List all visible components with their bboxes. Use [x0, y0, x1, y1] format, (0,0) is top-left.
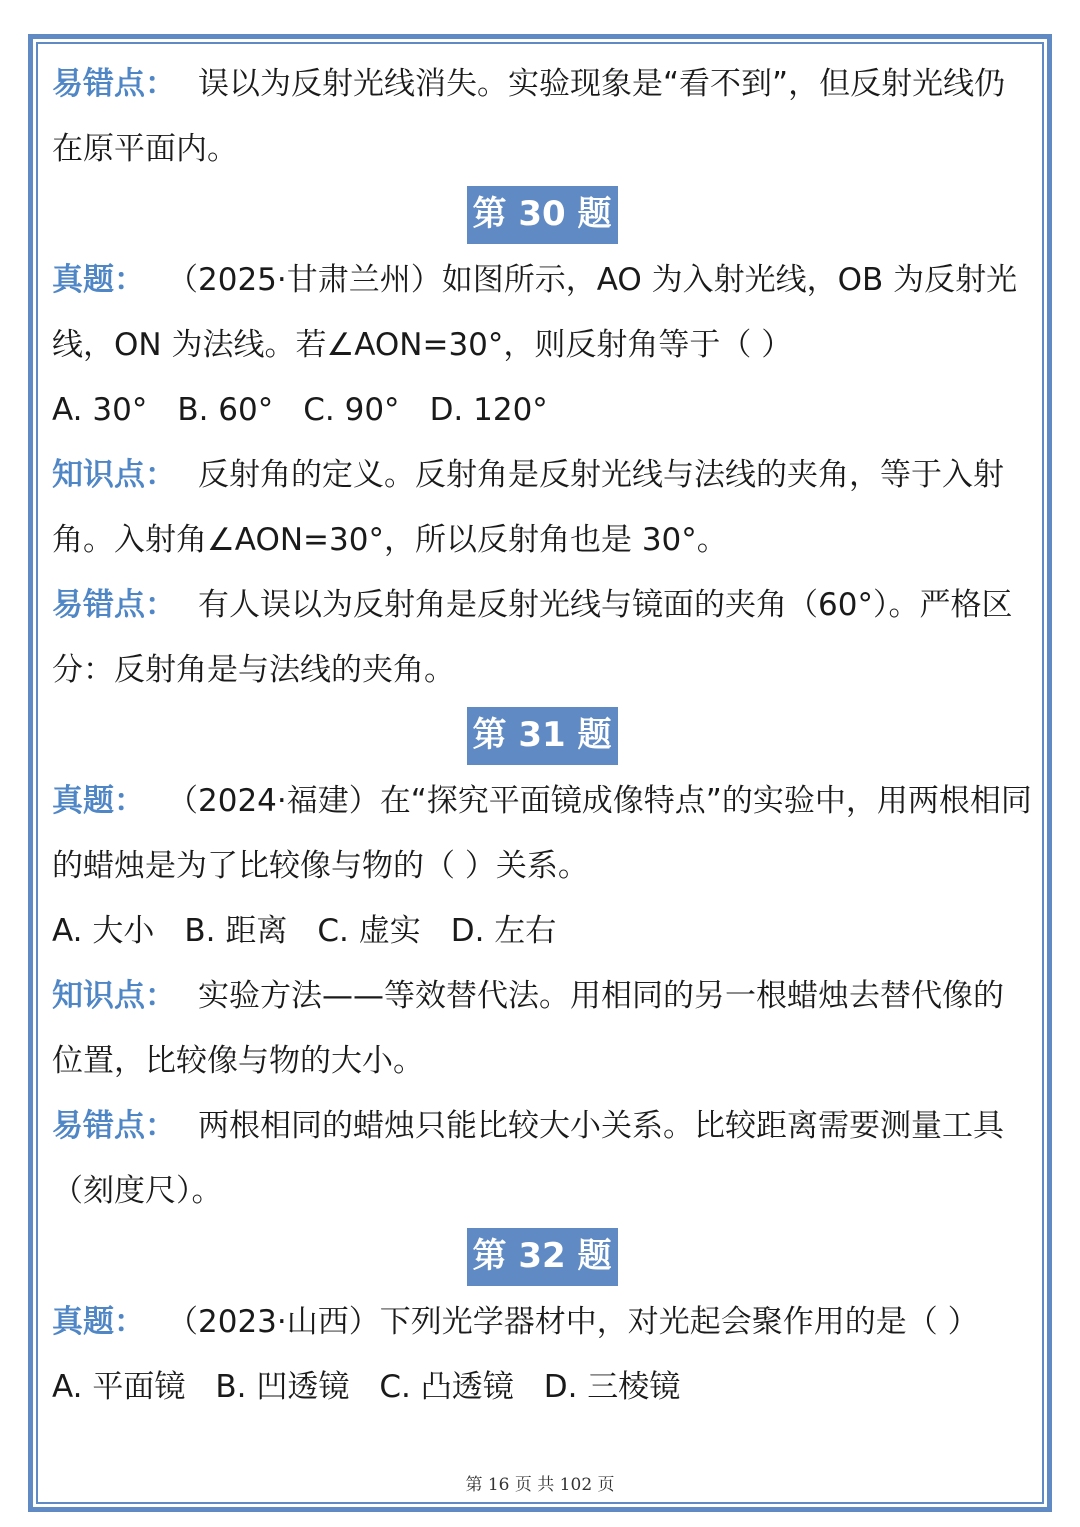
q30-knowledge-text: 反射角的定义。反射角是反射光线与法线的夹角，等于入射角。入射角∠AON=30°，所以反射角也是 30°。	[52, 457, 1004, 558]
mistake-label: 易错点：	[52, 587, 176, 623]
q31-option-d: D. 左右	[450, 913, 557, 949]
q31-knowledge-text: 实验方法——等效替代法。用相同的另一根蜡烛去替代像的位置，比较像与物的大小。	[52, 978, 1004, 1079]
q31-option-c: C. 虚实	[317, 913, 421, 949]
q31-option-b: B. 距离	[184, 913, 288, 949]
q30-heading: 第 30 题	[467, 186, 618, 244]
q30-knowledge-paragraph	[52, 443, 1032, 573]
mistake-text: 误以为反射光线消失。实验现象是“看不到”，但反射光线仍在原平面内。	[52, 66, 1006, 167]
q31-question-text: （2024·福建）在“探究平面镜成像特点”的实验中，用两根相同的蜡烛是为了比较像与物的（ ）关系。	[52, 783, 1032, 884]
q30-question-text: （2025·甘肃兰州）如图所示，AO 为入射光线，OB 为反射光线，ON 为法线。若∠AON=30°，则反射角等于（ ）	[52, 262, 1018, 363]
q31-mistake-text: 两根相同的蜡烛只能比较大小关系。比较距离需要测量工具（刻度尺）。	[52, 1108, 1004, 1209]
top-mistake-paragraph	[52, 52, 1032, 182]
q31-question-paragraph	[52, 769, 1032, 899]
q30-option-a: A. 30°	[52, 392, 148, 428]
q30-mistake-paragraph	[52, 573, 1032, 703]
q31-options	[52, 899, 1032, 964]
q32-heading: 第 32 题	[467, 1228, 618, 1286]
question-label: 真题：	[52, 783, 145, 819]
q32-question-paragraph	[52, 1290, 1032, 1355]
q30-heading-row	[52, 182, 1032, 248]
q30-options	[52, 378, 1032, 443]
q32-options	[52, 1355, 1032, 1420]
q30-option-d: D. 120°	[429, 392, 548, 428]
q32-question-text: （2023·山西）下列光学器材中，对光起会聚作用的是（ ）	[167, 1304, 979, 1340]
q31-heading-row	[52, 703, 1032, 769]
question-label: 真题：	[52, 1304, 145, 1340]
mistake-label: 易错点：	[52, 66, 176, 102]
q31-mistake-paragraph	[52, 1094, 1032, 1224]
mistake-label: 易错点：	[52, 1108, 176, 1144]
q32-option-b: B. 凹透镜	[215, 1369, 350, 1405]
q30-question-paragraph	[52, 248, 1032, 378]
q32-option-d: D. 三棱镜	[543, 1369, 681, 1405]
q31-knowledge-paragraph	[52, 964, 1032, 1094]
question-label: 真题：	[52, 262, 145, 298]
document-content	[52, 52, 1032, 1420]
q31-heading: 第 31 题	[467, 707, 618, 765]
knowledge-label: 知识点：	[52, 978, 176, 1014]
q30-option-c: C. 90°	[303, 392, 400, 428]
q30-mistake-text: 有人误以为反射角是反射光线与镜面的夹角（60°）。严格区分：反射角是与法线的夹角。	[52, 587, 1013, 688]
q31-option-a: A. 大小	[52, 913, 155, 949]
q32-option-a: A. 平面镜	[52, 1369, 186, 1405]
q32-heading-row	[52, 1224, 1032, 1290]
q30-option-b: B. 60°	[177, 392, 274, 428]
page-number-footer: 第 16 页 共 102 页	[465, 1475, 615, 1495]
knowledge-label: 知识点：	[52, 457, 176, 493]
q32-option-c: C. 凸透镜	[379, 1369, 514, 1405]
